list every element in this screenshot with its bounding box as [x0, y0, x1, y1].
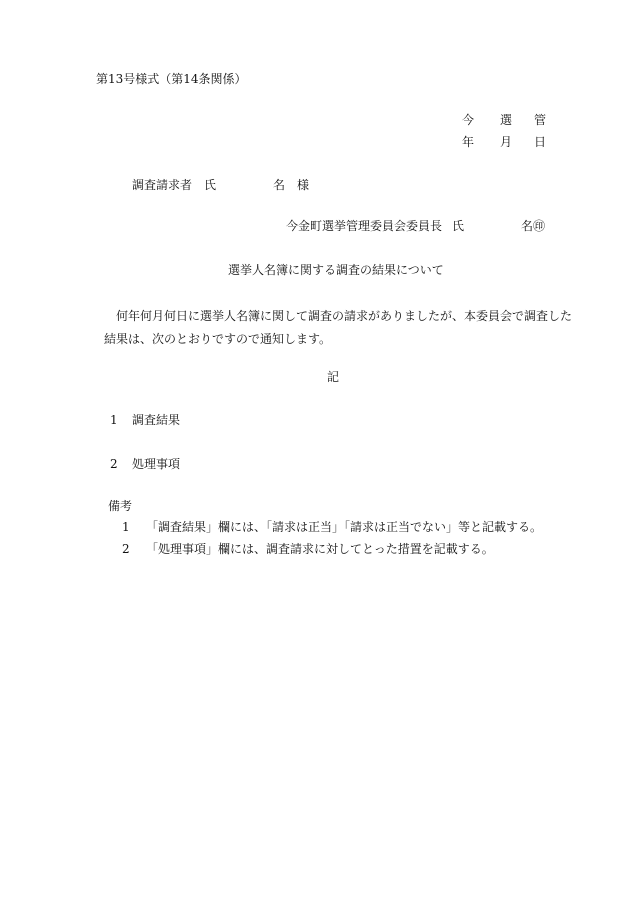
sender-mei-seal: 名㊞: [521, 219, 546, 233]
recipient-honorific: 様: [297, 178, 310, 192]
date-year: 年: [462, 135, 475, 149]
item-number: 1: [110, 413, 118, 427]
form-number: 第13号様式（第14条関係）: [96, 72, 247, 86]
notes-title: 備考: [108, 499, 133, 513]
note-text: 「処理事項」欄には、調査請求に対してとった措置を記載する。: [146, 542, 494, 556]
note-number: 1: [122, 520, 130, 534]
item-number: 2: [110, 457, 118, 471]
item-label: 処理事項: [132, 457, 181, 471]
recipient-mei: 名: [273, 178, 286, 192]
body-paragraph: 何年何月何日に選挙人名簿に関して調査の請求がありましたが、本委員会で調査した結果は、次のとおりですので通知します。: [104, 309, 573, 346]
date-month: 月: [500, 135, 513, 149]
item-label: 調査結果: [132, 413, 181, 427]
doc-number-char-3: 管: [534, 113, 547, 127]
sender-title: 今金町選挙管理委員会委員長: [286, 219, 443, 233]
note-text: 「調査結果」欄には、「請求は正当」「請求は正当でない」等と記載する。: [146, 520, 543, 534]
recipient-shi: 氏: [204, 178, 217, 192]
subject-title: 選挙人名簿に関する調査の結果について: [228, 263, 444, 277]
note-number: 2: [122, 542, 130, 556]
doc-number-char-1: 今: [462, 113, 475, 127]
ki-heading: 記: [327, 370, 340, 384]
recipient-label: 調査請求者: [132, 178, 193, 192]
date-day: 日: [534, 135, 547, 149]
sender-shi: 氏: [452, 219, 465, 233]
doc-number-char-2: 選: [500, 113, 513, 127]
